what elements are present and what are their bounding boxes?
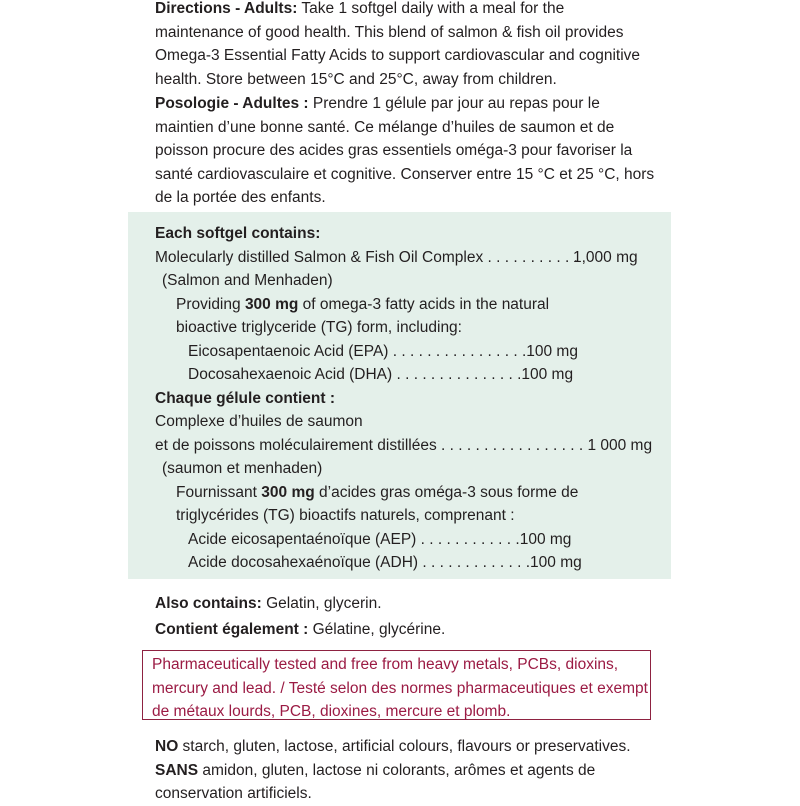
facts-en-complex-label: Molecularly distilled Salmon & Fish Oil Complex . . . . . . . . . . . <box>155 248 578 266</box>
posologie-line-4: santé cardiovasculaire et cognitive. Conserver entre 15 °C et 25 °C, hors <box>155 165 655 183</box>
facts-fr-heading <box>155 387 655 411</box>
directions-en <box>155 0 655 91</box>
directions-fr <box>155 92 655 210</box>
testing-notice-line-3: de métaux lourds, PCB, dioxines, mercure et plomb. <box>152 703 511 720</box>
facts-en-source: (Salmon and Menhaden) <box>162 272 333 289</box>
facts-fr-aep: Acide eicosapentaénoïque (AEP) . . . . . . . . . . . .100 mg <box>188 530 572 548</box>
facts-en-heading-text: Each softgel contains: <box>155 225 321 242</box>
free-from-en-lead: NO <box>155 738 179 755</box>
free-from <box>155 735 675 806</box>
facts-fr-providing-pre: Fournissant <box>176 483 262 501</box>
posologie-text-1: Prendre 1 gélule par jour au repas pour le <box>308 95 600 112</box>
facts-fr-providing-amount: 300 mg <box>261 483 315 501</box>
free-from-fr-2: conservation artificiels. <box>155 785 312 802</box>
testing-notice-line-2: mercury and lead. / Testé selon des normes pharmaceutiques et exempt <box>152 679 648 697</box>
free-from-fr-text: amidon, gluten, lactose ni colorants, arômes et agents de <box>198 761 596 779</box>
facts-fr-providing-2: triglycérides (TG) bioactifs naturels, comprenant : <box>176 507 515 524</box>
facts-en-providing-2: bioactive triglyceride (TG) form, including: <box>176 319 462 336</box>
facts-en-complex-amount: 1,000 mg <box>573 248 638 266</box>
also-contains-fr <box>155 618 655 642</box>
facts-fr-source: (saumon et menhaden) <box>162 460 323 477</box>
posologie-line-5: de la portée des enfants. <box>155 189 326 206</box>
facts-en-heading <box>155 222 655 246</box>
directions-line-4: health. Store between 15°C and 25°C, away from children. <box>155 70 557 88</box>
also-contains-fr-lead: Contient également : <box>155 620 309 638</box>
facts-en-providing-pre: Providing <box>176 295 245 313</box>
posologie-line-1 <box>155 92 655 116</box>
also-contains-fr-text: Gélatine, glycérine. <box>308 620 446 638</box>
facts-fr-complex-1: Complexe d’huiles de saumon <box>155 413 363 430</box>
facts-en-epa: Eicosapentaenoic Acid (EPA) . . . . . . . . . . . . . . . .100 mg <box>188 342 578 360</box>
free-from-fr-lead: SANS <box>155 761 199 779</box>
directions-line-3: Omega-3 Essential Fatty Acids to support cardiovascular and cognitive <box>155 47 641 64</box>
posologie-lead: Posologie - Adultes : <box>155 95 309 112</box>
testing-notice <box>152 653 652 724</box>
posologie-line-3: poisson procure des acides gras essentiels oméga-3 pour favoriser la <box>155 142 633 159</box>
free-from-en-text: starch, gluten, lactose, artificial colours, flavours or preservatives. <box>178 738 631 755</box>
ingredients-facts <box>155 222 655 575</box>
facts-en-providing <box>155 293 655 317</box>
facts-en-providing-post: of omega-3 fatty acids in the natural <box>298 295 550 313</box>
facts-fr-complex-2: et de poissons moléculairement distillées . . . . . . . . . . . . . . . . . 1 000 mg <box>155 436 653 454</box>
also-contains <box>155 592 655 641</box>
facts-fr-heading-text: Chaque gélule contient : <box>155 389 335 407</box>
also-contains-en <box>155 592 655 616</box>
free-from-en <box>155 735 675 759</box>
posologie-line-2: maintien d’une bonne santé. Ce mélange d’huiles de saumon et de <box>155 118 615 136</box>
facts-en-providing-amount: 300 mg <box>244 295 299 313</box>
facts-en-dha: Docosahexaenoic Acid (DHA) . . . . . . . . . . . . . . .100 mg <box>188 366 574 383</box>
directions-line-1 <box>155 0 655 21</box>
free-from-fr <box>155 759 675 783</box>
facts-fr-adh: Acide docosahexaénoïque (ADH) . . . . . . . . . . . . .100 mg <box>188 554 582 571</box>
directions-text-1: Take 1 softgel daily with a meal for the <box>297 0 565 17</box>
facts-fr-providing-post: d’acides gras oméga-3 sous forme de <box>314 483 579 501</box>
facts-fr-providing <box>155 481 655 505</box>
directions-line-2: maintenance of good health. This blend of salmon & fish oil provides <box>155 23 624 41</box>
also-contains-en-text: Gelatin, glycerin. <box>261 595 382 612</box>
also-contains-en-lead: Also contains: <box>155 595 262 612</box>
facts-en-complex <box>155 246 655 270</box>
directions-lead: Directions - Adults: <box>155 0 298 17</box>
testing-notice-line-1: Pharmaceutically tested and free from heavy metals, PCBs, dioxins, <box>152 656 619 673</box>
